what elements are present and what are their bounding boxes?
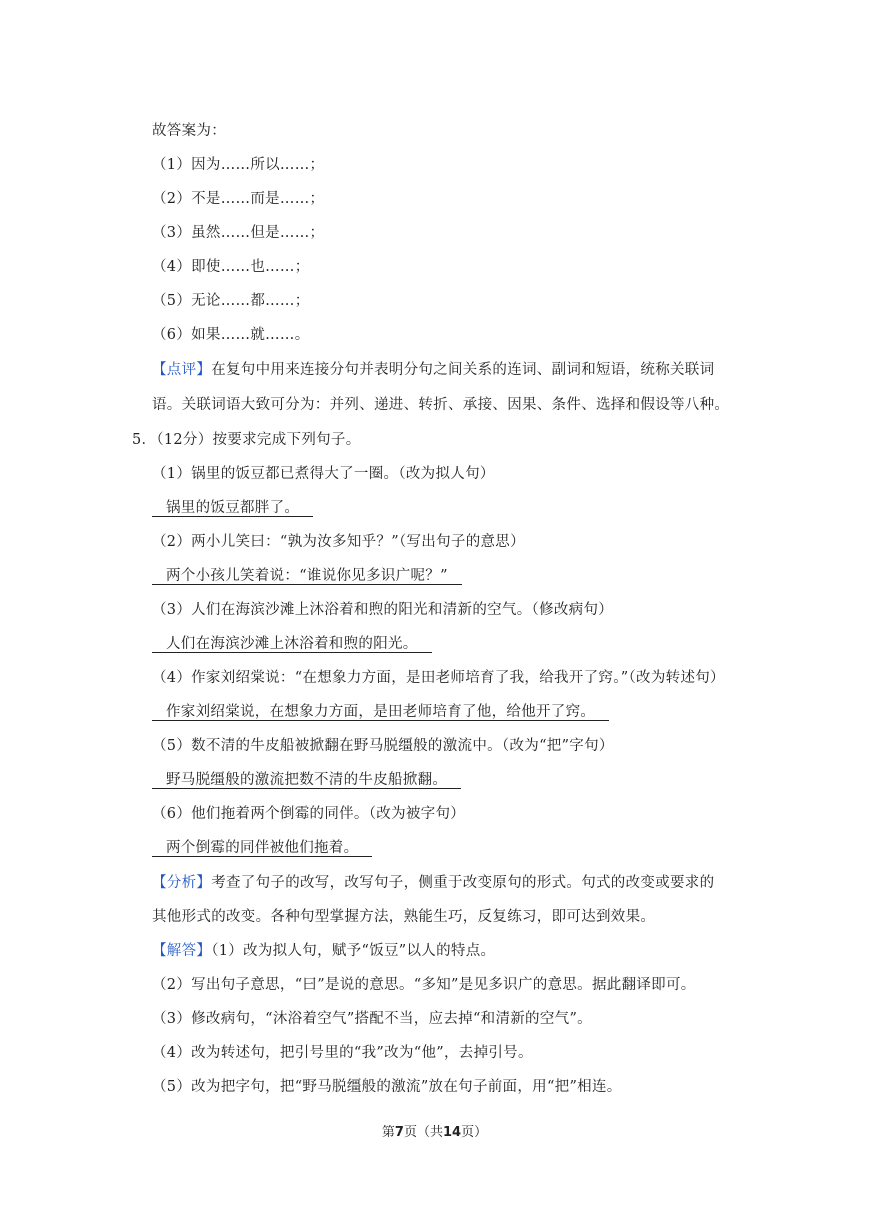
footer-prefix: 第 (381, 1125, 395, 1140)
analysis-tag: 【分析】 (152, 875, 212, 891)
q5-answer-3 (152, 634, 432, 654)
answer-underline: 锅里的饭豆都胖了。 (152, 500, 313, 517)
answer-item-4: （4）即使……也……； (152, 259, 310, 275)
q5-answer-6 (152, 838, 372, 858)
answer-item-2: （2）不是……而是……； (152, 191, 325, 207)
answer-underline: 野马脱缰般的激流把数不清的牛皮船掀翻。 (152, 772, 461, 789)
analysis-text: 考查了句子的改写，改写句子，侧重于改变原句的形式。句式的改变或要求的 (211, 875, 715, 891)
answer-underline: 作家刘绍棠说，在想象力方面，是田老师培育了他，给他开了窍。 (152, 704, 609, 721)
answer-item-1: （1）因为……所以……； (152, 157, 325, 173)
q5-item-5: （5）数不清的牛皮船被掀翻在野马脱缰般的激流中。（改为“把”字句） (152, 738, 614, 754)
page-total: 14 (442, 1125, 462, 1140)
q5-answer-4 (152, 702, 609, 722)
answer-underline: 人们在海滨沙滩上沐浴着和煦的阳光。 (152, 636, 432, 653)
solution-item-3: （3）修改病句，“沐浴着空气”搭配不当，应去掉“和清新的空气”。 (152, 1011, 592, 1027)
solution-item-4: （4）改为转述句，把引号里的“我”改为“他”，去掉引号。 (152, 1045, 533, 1061)
comment-tag: 【点评】 (152, 362, 212, 378)
page-number: 7 (394, 1125, 404, 1140)
solution-item-2: （2）写出句子意思，“曰”是说的意思。“多知”是见多识广的意思。据此翻译即可。 (152, 977, 696, 993)
solution-tag: 【解答】 (152, 943, 212, 959)
comment-paragraph (152, 360, 714, 380)
solution-item-5: （5）改为把字句，把“野马脱缰般的激流”放在句子前面，用“把”相连。 (152, 1079, 622, 1095)
q5-item-3: （3）人们在海滨沙滩上沐浴着和煦的阳光和清新的空气。（修改病句） (152, 602, 614, 618)
q5-answer-2 (152, 566, 462, 586)
answer-underline: 两个小孩儿笑着说：“谁说你见多识广呢？” (152, 568, 462, 585)
q5-item-6: （6）他们拖着两个倒霉的同伴。（改为被字句） (152, 806, 466, 822)
answer-underline: 两个倒霉的同伴被他们拖着。 (152, 840, 372, 857)
footer-suffix: 页） (461, 1125, 488, 1140)
solution-text: （1）改为拟人句，赋予“饭豆”以人的特点。 (211, 943, 496, 959)
answer-item-5: （5）无论……都……； (152, 293, 310, 309)
q5-answer-5 (152, 770, 461, 790)
answer-item-3: （3）虽然……但是……； (152, 225, 325, 241)
comment-text: 在复句中用来连接分句并表明分句之间关系的连词、副词和短语，统称关联词 (211, 362, 715, 378)
analysis-paragraph (152, 873, 714, 893)
q5-item-1: （1）锅里的饭豆都已煮得大了一圈。（改为拟人句） (152, 466, 495, 482)
answer-item-6: （6）如果……就……。 (152, 327, 310, 343)
footer-middle: 页（共 (403, 1125, 443, 1140)
analysis-text-cont: 其他形式的改变。各种句型掌握方法，熟能生巧，反复练习，即可达到效果。 (152, 909, 656, 925)
q5-item-4: （4）作家刘绍棠说：“在想象力方面，是田老师培育了我，给我开了窍。”（改为转述句） (152, 670, 725, 686)
question-5-heading: 5．（12分）按要求完成下列句子。 (132, 432, 361, 448)
q5-answer-1 (152, 498, 313, 518)
answer-intro: 故答案为： (152, 123, 226, 139)
solution-paragraph (152, 941, 495, 961)
q5-item-2: （2）两小儿笑曰：“孰为汝多知乎？”（写出句子的意思） (152, 534, 525, 550)
comment-text-cont: 语。关联词语大致可分为：并列、递进、转折、承接、因果、条件、选择和假设等八种。 (152, 397, 730, 413)
page-footer (0, 1121, 869, 1140)
